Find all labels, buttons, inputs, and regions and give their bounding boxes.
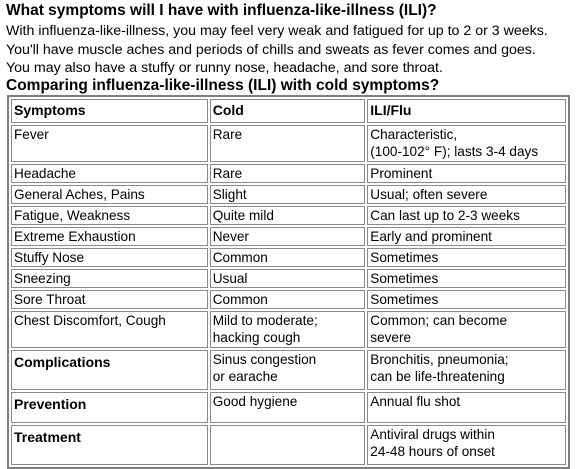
cold-cell bbox=[210, 350, 366, 390]
symptom-cell: Chest Discomfort, Cough bbox=[11, 311, 208, 348]
cell-line: Antiviral drugs within bbox=[370, 427, 495, 442]
cold-cell bbox=[210, 311, 366, 348]
cell-line: Sinus congestion bbox=[212, 352, 317, 367]
cold-cell: Usual bbox=[210, 269, 366, 288]
table-row bbox=[11, 269, 566, 288]
flu-cell: Sometimes bbox=[367, 290, 566, 309]
cell-line: Common; can become bbox=[370, 313, 508, 328]
cell-line: or earache bbox=[212, 369, 278, 384]
flu-cell: Prominent bbox=[367, 164, 566, 183]
symptom-cell: Prevention bbox=[11, 392, 208, 423]
flu-cell: Annual flu shot bbox=[367, 392, 566, 423]
cell-line: Rare bbox=[212, 127, 243, 142]
cold-cell: Rare bbox=[210, 164, 366, 183]
cell-line: Characteristic, bbox=[370, 127, 458, 142]
symptom-cell: Sore Throat bbox=[11, 290, 208, 309]
cold-cell bbox=[210, 425, 366, 465]
symptom-cell: Stuffy Nose bbox=[11, 248, 208, 267]
comparison-table bbox=[7, 95, 570, 469]
cold-cell: Slight bbox=[210, 185, 366, 204]
intro-line: You'll have muscle aches and periods of chills and sweats as fever comes and goes. bbox=[6, 41, 536, 58]
cold-cell bbox=[210, 125, 366, 162]
cell-line: severe bbox=[370, 330, 412, 345]
cell-line: Mild to moderate; bbox=[212, 313, 318, 328]
symptom-cell: Sneezing bbox=[11, 269, 208, 288]
intro-paragraph bbox=[6, 22, 548, 78]
table-row bbox=[11, 164, 566, 183]
cold-cell: Common bbox=[210, 248, 366, 267]
cell-line: hacking cough bbox=[212, 330, 301, 345]
table-row bbox=[11, 227, 566, 246]
cell-line: Bronchitis, pneumonia; bbox=[370, 352, 509, 367]
header-cold: Cold bbox=[210, 99, 366, 123]
flu-cell bbox=[367, 350, 566, 390]
cell-line: can be life-threatening bbox=[370, 369, 505, 384]
comparison-heading: Comparing influenza-like-illness (ILI) with cold symptoms? bbox=[6, 77, 440, 94]
symptom-cell: Fatigue, Weakness bbox=[11, 206, 208, 225]
cold-cell: Never bbox=[210, 227, 366, 246]
table-row bbox=[11, 290, 566, 309]
table-header-row bbox=[11, 99, 566, 123]
cell-line: (100-102° F); lasts 3-4 days bbox=[370, 144, 539, 159]
flu-cell: Sometimes bbox=[367, 248, 566, 267]
page-heading: What symptoms will I have with influenza-like-illness (ILI)? bbox=[6, 2, 437, 19]
table-row bbox=[11, 125, 566, 162]
table-row bbox=[11, 311, 566, 348]
table-row bbox=[11, 185, 566, 204]
table-row bbox=[11, 206, 566, 225]
cold-cell: Quite mild bbox=[210, 206, 366, 225]
table-row bbox=[11, 248, 566, 267]
flu-cell: Sometimes bbox=[367, 269, 566, 288]
table-row bbox=[11, 425, 566, 465]
cell-line: 24-48 hours of onset bbox=[370, 444, 495, 459]
cold-cell: Common bbox=[210, 290, 366, 309]
symptom-cell: Complications bbox=[11, 350, 208, 390]
symptom-cell: Fever bbox=[11, 125, 208, 162]
symptom-cell: Extreme Exhaustion bbox=[11, 227, 208, 246]
intro-line: With influenza-like-illness, you may feel very weak and fatigued for up to 2 or 3 weeks. bbox=[6, 23, 548, 39]
table-row bbox=[11, 350, 566, 390]
flu-cell bbox=[367, 425, 566, 465]
flu-cell: Early and prominent bbox=[367, 227, 566, 246]
symptom-cell: Treatment bbox=[11, 425, 208, 465]
flu-cell: Can last up to 2-3 weeks bbox=[367, 206, 566, 225]
symptom-cell: General Aches, Pains bbox=[11, 185, 208, 204]
table-row bbox=[11, 392, 566, 423]
symptom-cell: Headache bbox=[11, 164, 208, 183]
cold-cell: Good hygiene bbox=[210, 392, 366, 423]
header-flu: ILI/Flu bbox=[367, 99, 566, 123]
intro-line: You may also have a stuffy or runny nose, headache, and sore throat. bbox=[6, 60, 443, 76]
flu-cell bbox=[367, 125, 566, 162]
header-symptoms: Symptoms bbox=[11, 99, 208, 123]
flu-cell bbox=[367, 311, 566, 348]
flu-cell: Usual; often severe bbox=[367, 185, 566, 204]
